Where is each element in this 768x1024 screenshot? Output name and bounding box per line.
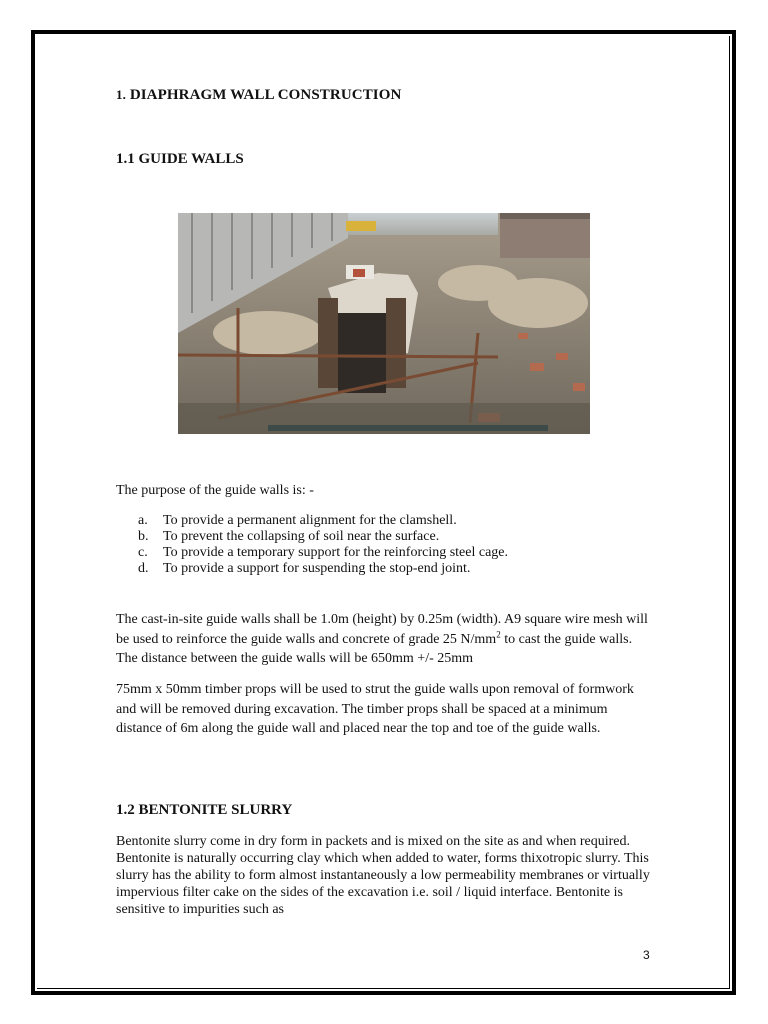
purpose-list — [138, 513, 508, 577]
guide-wall-photo — [178, 213, 590, 434]
list-item: c. To provide a temporary support for the reinforcing steel cage. — [138, 545, 509, 560]
list-item: b. To prevent the collapsing of soil near the surface. — [138, 529, 440, 544]
timber-props-paragraph: 75mm x 50mm timber props will be used to strut the guide walls upon removal of formwork and will be removed during excavation. The timber props shall be spaced at a minimum distance of 6m along the guide wall and placed near the top and toe of the guide walls. — [116, 682, 634, 736]
main-heading — [116, 87, 401, 104]
guide-walls-heading: 1.1 GUIDE WALLS — [116, 151, 244, 167]
bentonite-paragraph: Bentonite slurry come in dry form in packets and is mixed on the site as and when required. Bentonite is naturally occurring clay which when added to water, forms thixotropic slurry. This slurry has the ability to form almost instantaneously a low permeability membranes or virtually impervious filter cake on the sides of the excavation i.e. soil / liquid interface. Bentonite is sensitive to impurities such as — [116, 834, 650, 917]
main-heading-number: 1. — [116, 87, 126, 102]
purpose-intro: The purpose of the guide walls is: - — [116, 483, 314, 498]
list-item: a. To provide a permanent alignment for the clamshell. — [138, 513, 457, 528]
guide-wall-specs-paragraph: The cast-in-site guide walls shall be 1.0m (height) by 0.25m (width). A9 square wire mesh will be used to reinforce the guide walls and concrete of grade 25 $N/mm^2$ to cast the guide walls. The distance between the guide walls will be 650mm +/- 25mm — [116, 612, 648, 666]
main-heading-title: DIAPHRAGM WALL CONSTRUCTION — [129, 87, 402, 103]
page-number: 3 — [643, 948, 650, 962]
bentonite-heading: 1.2 BENTONITE SLURRY — [116, 802, 293, 818]
list-item: d. To provide a support for suspending the stop-end joint. — [138, 561, 471, 576]
